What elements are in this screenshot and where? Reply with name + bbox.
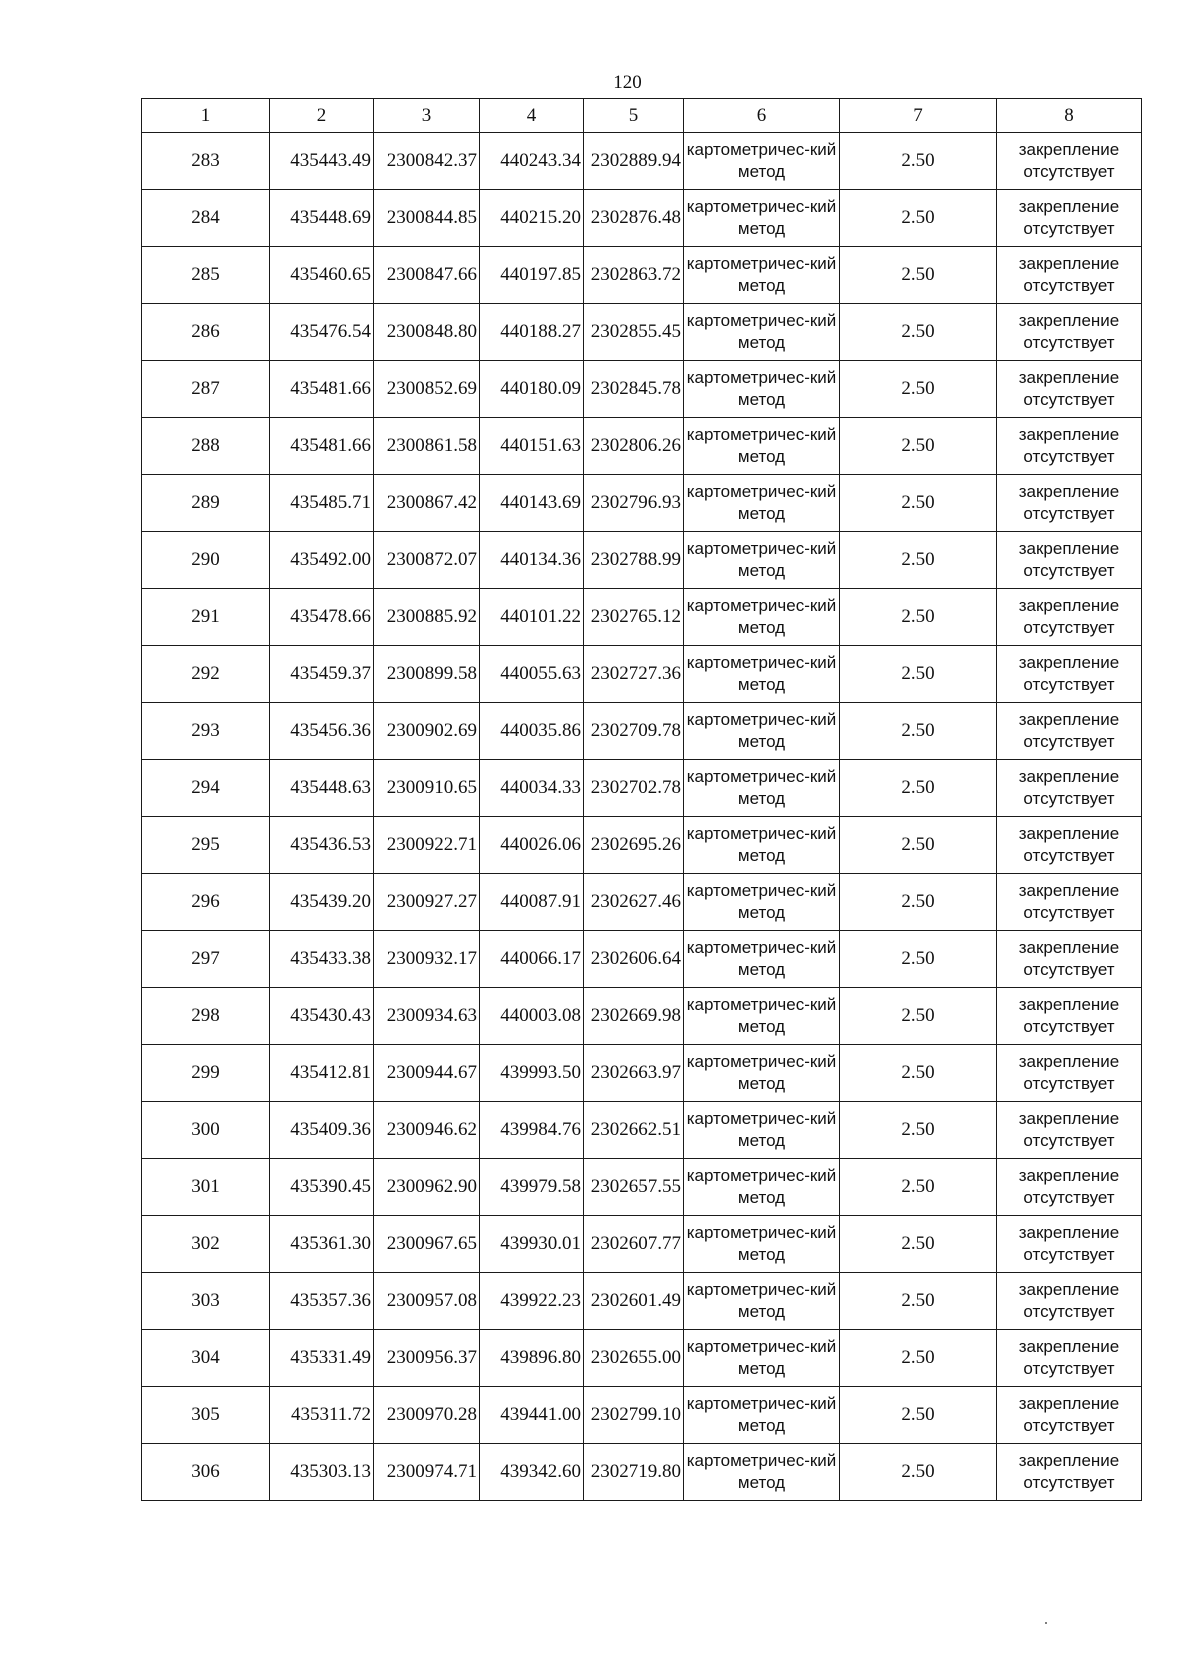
coordinates-table xyxy=(141,98,1142,1501)
y-coord-cell: 2300974.71 xyxy=(374,1444,480,1501)
y-coord-cell: 2302796.93 xyxy=(584,475,684,532)
x-coord-cell: 435476.54 xyxy=(270,304,374,361)
method-cell: картометричес-кий метод xyxy=(684,1444,840,1501)
error-cell: 2.50 xyxy=(840,133,997,190)
x-coord-cell: 435439.20 xyxy=(270,874,374,931)
y-coord-cell: 2302657.55 xyxy=(584,1159,684,1216)
x-coord-cell: 435361.30 xyxy=(270,1216,374,1273)
fixing-cell: закрепление отсутствует xyxy=(997,817,1142,874)
x-coord-cell: 435448.63 xyxy=(270,760,374,817)
y-coord-cell: 2302889.94 xyxy=(584,133,684,190)
header-cell: 6 xyxy=(684,99,840,133)
point-number-cell: 287 xyxy=(142,361,270,418)
x-coord-cell: 439342.60 xyxy=(480,1444,584,1501)
point-number-cell: 302 xyxy=(142,1216,270,1273)
error-cell: 2.50 xyxy=(840,931,997,988)
x-coord-cell: 435303.13 xyxy=(270,1444,374,1501)
error-cell: 2.50 xyxy=(840,1273,997,1330)
x-coord-cell: 435430.43 xyxy=(270,988,374,1045)
table-row xyxy=(142,760,1142,817)
y-coord-cell: 2300902.69 xyxy=(374,703,480,760)
fixing-cell: закрепление отсутствует xyxy=(997,931,1142,988)
method-cell: картометричес-кий метод xyxy=(684,703,840,760)
error-cell: 2.50 xyxy=(840,1216,997,1273)
fixing-cell: закрепление отсутствует xyxy=(997,1045,1142,1102)
y-coord-cell: 2300842.37 xyxy=(374,133,480,190)
error-cell: 2.50 xyxy=(840,1045,997,1102)
x-coord-cell: 435485.71 xyxy=(270,475,374,532)
table-row xyxy=(142,418,1142,475)
header-cell: 7 xyxy=(840,99,997,133)
fixing-cell: закрепление отсутствует xyxy=(997,1159,1142,1216)
y-coord-cell: 2300848.80 xyxy=(374,304,480,361)
error-cell: 2.50 xyxy=(840,874,997,931)
y-coord-cell: 2302702.78 xyxy=(584,760,684,817)
error-cell: 2.50 xyxy=(840,247,997,304)
x-coord-cell: 440101.22 xyxy=(480,589,584,646)
method-cell: картометричес-кий метод xyxy=(684,475,840,532)
point-number-cell: 294 xyxy=(142,760,270,817)
y-coord-cell: 2302719.80 xyxy=(584,1444,684,1501)
point-number-cell: 306 xyxy=(142,1444,270,1501)
x-coord-cell: 439922.23 xyxy=(480,1273,584,1330)
y-coord-cell: 2300885.92 xyxy=(374,589,480,646)
x-coord-cell: 435460.65 xyxy=(270,247,374,304)
x-coord-cell: 435492.00 xyxy=(270,532,374,589)
table-row xyxy=(142,1330,1142,1387)
point-number-cell: 295 xyxy=(142,817,270,874)
fixing-cell: закрепление отсутствует xyxy=(997,760,1142,817)
method-cell: картометричес-кий метод xyxy=(684,418,840,475)
table-row xyxy=(142,703,1142,760)
fixing-cell: закрепление отсутствует xyxy=(997,475,1142,532)
method-cell: картометричес-кий метод xyxy=(684,589,840,646)
x-coord-cell: 435331.49 xyxy=(270,1330,374,1387)
y-coord-cell: 2300847.66 xyxy=(374,247,480,304)
x-coord-cell: 440151.63 xyxy=(480,418,584,475)
fixing-cell: закрепление отсутствует xyxy=(997,589,1142,646)
x-coord-cell: 440003.08 xyxy=(480,988,584,1045)
x-coord-cell: 440034.33 xyxy=(480,760,584,817)
y-coord-cell: 2300962.90 xyxy=(374,1159,480,1216)
table-row xyxy=(142,874,1142,931)
fixing-cell: закрепление отсутствует xyxy=(997,1330,1142,1387)
method-cell: картометричес-кий метод xyxy=(684,760,840,817)
table-body xyxy=(142,133,1142,1501)
y-coord-cell: 2302663.97 xyxy=(584,1045,684,1102)
method-cell: картометричес-кий метод xyxy=(684,1216,840,1273)
y-coord-cell: 2302606.64 xyxy=(584,931,684,988)
error-cell: 2.50 xyxy=(840,532,997,589)
method-cell: картометричес-кий метод xyxy=(684,1159,840,1216)
y-coord-cell: 2302876.48 xyxy=(584,190,684,247)
x-coord-cell: 440035.86 xyxy=(480,703,584,760)
table-row xyxy=(142,304,1142,361)
fixing-cell: закрепление отсутствует xyxy=(997,874,1142,931)
y-coord-cell: 2302799.10 xyxy=(584,1387,684,1444)
x-coord-cell: 435459.37 xyxy=(270,646,374,703)
x-coord-cell: 435412.81 xyxy=(270,1045,374,1102)
y-coord-cell: 2300872.07 xyxy=(374,532,480,589)
y-coord-cell: 2300922.71 xyxy=(374,817,480,874)
fixing-cell: закрепление отсутствует xyxy=(997,988,1142,1045)
x-coord-cell: 439930.01 xyxy=(480,1216,584,1273)
error-cell: 2.50 xyxy=(840,760,997,817)
method-cell: картометричес-кий метод xyxy=(684,988,840,1045)
y-coord-cell: 2300967.65 xyxy=(374,1216,480,1273)
table-row xyxy=(142,1159,1142,1216)
x-coord-cell: 440066.17 xyxy=(480,931,584,988)
error-cell: 2.50 xyxy=(840,703,997,760)
y-coord-cell: 2302662.51 xyxy=(584,1102,684,1159)
header-cell: 2 xyxy=(270,99,374,133)
method-cell: картометричес-кий метод xyxy=(684,190,840,247)
method-cell: картометричес-кий метод xyxy=(684,817,840,874)
fixing-cell: закрепление отсутствует xyxy=(997,304,1142,361)
point-number-cell: 298 xyxy=(142,988,270,1045)
y-coord-cell: 2302627.46 xyxy=(584,874,684,931)
point-number-cell: 301 xyxy=(142,1159,270,1216)
error-cell: 2.50 xyxy=(840,304,997,361)
error-cell: 2.50 xyxy=(840,988,997,1045)
method-cell: картометричес-кий метод xyxy=(684,133,840,190)
point-number-cell: 293 xyxy=(142,703,270,760)
y-coord-cell: 2300867.42 xyxy=(374,475,480,532)
y-coord-cell: 2302855.45 xyxy=(584,304,684,361)
x-coord-cell: 435481.66 xyxy=(270,361,374,418)
x-coord-cell: 439984.76 xyxy=(480,1102,584,1159)
table-row xyxy=(142,133,1142,190)
error-cell: 2.50 xyxy=(840,589,997,646)
method-cell: картометричес-кий метод xyxy=(684,1387,840,1444)
point-number-cell: 286 xyxy=(142,304,270,361)
y-coord-cell: 2302601.49 xyxy=(584,1273,684,1330)
point-number-cell: 303 xyxy=(142,1273,270,1330)
point-number-cell: 299 xyxy=(142,1045,270,1102)
y-coord-cell: 2300844.85 xyxy=(374,190,480,247)
fixing-cell: закрепление отсутствует xyxy=(997,133,1142,190)
x-coord-cell: 439441.00 xyxy=(480,1387,584,1444)
point-number-cell: 291 xyxy=(142,589,270,646)
y-coord-cell: 2302607.77 xyxy=(584,1216,684,1273)
header-cell: 1 xyxy=(142,99,270,133)
table-row xyxy=(142,646,1142,703)
y-coord-cell: 2302863.72 xyxy=(584,247,684,304)
y-coord-cell: 2302655.00 xyxy=(584,1330,684,1387)
error-cell: 2.50 xyxy=(840,1102,997,1159)
x-coord-cell: 435390.45 xyxy=(270,1159,374,1216)
header-cell: 4 xyxy=(480,99,584,133)
table-row xyxy=(142,1273,1142,1330)
y-coord-cell: 2302669.98 xyxy=(584,988,684,1045)
y-coord-cell: 2302727.36 xyxy=(584,646,684,703)
method-cell: картометричес-кий метод xyxy=(684,1273,840,1330)
method-cell: картометричес-кий метод xyxy=(684,361,840,418)
y-coord-cell: 2300861.58 xyxy=(374,418,480,475)
point-number-cell: 304 xyxy=(142,1330,270,1387)
x-coord-cell: 440143.69 xyxy=(480,475,584,532)
x-coord-cell: 439979.58 xyxy=(480,1159,584,1216)
y-coord-cell: 2300932.17 xyxy=(374,931,480,988)
point-number-cell: 296 xyxy=(142,874,270,931)
fixing-cell: закрепление отсутствует xyxy=(997,1444,1142,1501)
y-coord-cell: 2300927.27 xyxy=(374,874,480,931)
method-cell: картометричес-кий метод xyxy=(684,247,840,304)
table-row xyxy=(142,247,1142,304)
method-cell: картометричес-кий метод xyxy=(684,532,840,589)
error-cell: 2.50 xyxy=(840,1159,997,1216)
x-coord-cell: 440134.36 xyxy=(480,532,584,589)
x-coord-cell: 440055.63 xyxy=(480,646,584,703)
y-coord-cell: 2302695.26 xyxy=(584,817,684,874)
header-cell: 5 xyxy=(584,99,684,133)
method-cell: картометричес-кий метод xyxy=(684,931,840,988)
x-coord-cell: 440087.91 xyxy=(480,874,584,931)
error-cell: 2.50 xyxy=(840,361,997,418)
method-cell: картометричес-кий метод xyxy=(684,646,840,703)
point-number-cell: 300 xyxy=(142,1102,270,1159)
x-coord-cell: 435409.36 xyxy=(270,1102,374,1159)
x-coord-cell: 439896.80 xyxy=(480,1330,584,1387)
error-cell: 2.50 xyxy=(840,1330,997,1387)
y-coord-cell: 2300946.62 xyxy=(374,1102,480,1159)
table-row xyxy=(142,532,1142,589)
error-cell: 2.50 xyxy=(840,817,997,874)
point-number-cell: 284 xyxy=(142,190,270,247)
method-cell: картометричес-кий метод xyxy=(684,1330,840,1387)
header-cell: 3 xyxy=(374,99,480,133)
x-coord-cell: 440188.27 xyxy=(480,304,584,361)
y-coord-cell: 2300910.65 xyxy=(374,760,480,817)
fixing-cell: закрепление отсутствует xyxy=(997,1273,1142,1330)
y-coord-cell: 2302788.99 xyxy=(584,532,684,589)
y-coord-cell: 2300934.63 xyxy=(374,988,480,1045)
y-coord-cell: 2302765.12 xyxy=(584,589,684,646)
table-row xyxy=(142,190,1142,247)
y-coord-cell: 2300956.37 xyxy=(374,1330,480,1387)
x-coord-cell: 435448.69 xyxy=(270,190,374,247)
fixing-cell: закрепление отсутствует xyxy=(997,190,1142,247)
fixing-cell: закрепление отсутствует xyxy=(997,532,1142,589)
x-coord-cell: 440197.85 xyxy=(480,247,584,304)
x-coord-cell: 435311.72 xyxy=(270,1387,374,1444)
y-coord-cell: 2300957.08 xyxy=(374,1273,480,1330)
fixing-cell: закрепление отсутствует xyxy=(997,418,1142,475)
x-coord-cell: 440215.20 xyxy=(480,190,584,247)
y-coord-cell: 2302806.26 xyxy=(584,418,684,475)
point-number-cell: 283 xyxy=(142,133,270,190)
x-coord-cell: 440026.06 xyxy=(480,817,584,874)
x-coord-cell: 435357.36 xyxy=(270,1273,374,1330)
error-cell: 2.50 xyxy=(840,646,997,703)
x-coord-cell: 435456.36 xyxy=(270,703,374,760)
fixing-cell: закрепление отсутствует xyxy=(997,703,1142,760)
table-row xyxy=(142,1102,1142,1159)
error-cell: 2.50 xyxy=(840,418,997,475)
y-coord-cell: 2300970.28 xyxy=(374,1387,480,1444)
table-row xyxy=(142,475,1142,532)
x-coord-cell: 435443.49 xyxy=(270,133,374,190)
method-cell: картометричес-кий метод xyxy=(684,1045,840,1102)
method-cell: картометричес-кий метод xyxy=(684,1102,840,1159)
table-row xyxy=(142,1387,1142,1444)
y-coord-cell: 2302845.78 xyxy=(584,361,684,418)
point-number-cell: 288 xyxy=(142,418,270,475)
point-number-cell: 290 xyxy=(142,532,270,589)
header-row xyxy=(142,99,1142,133)
table-row xyxy=(142,589,1142,646)
table-row xyxy=(142,988,1142,1045)
x-coord-cell: 440180.09 xyxy=(480,361,584,418)
error-cell: 2.50 xyxy=(840,1387,997,1444)
point-number-cell: 289 xyxy=(142,475,270,532)
method-cell: картометричес-кий метод xyxy=(684,304,840,361)
point-number-cell: 292 xyxy=(142,646,270,703)
x-coord-cell: 440243.34 xyxy=(480,133,584,190)
method-cell: картометричес-кий метод xyxy=(684,874,840,931)
header-cell: 8 xyxy=(997,99,1142,133)
fixing-cell: закрепление отсутствует xyxy=(997,1216,1142,1273)
x-coord-cell: 435436.53 xyxy=(270,817,374,874)
x-coord-cell: 439993.50 xyxy=(480,1045,584,1102)
scan-speck xyxy=(1045,1622,1047,1624)
x-coord-cell: 435433.38 xyxy=(270,931,374,988)
fixing-cell: закрепление отсутствует xyxy=(997,1102,1142,1159)
fixing-cell: закрепление отсутствует xyxy=(997,247,1142,304)
fixing-cell: закрепление отсутствует xyxy=(997,646,1142,703)
y-coord-cell: 2302709.78 xyxy=(584,703,684,760)
table-row xyxy=(142,817,1142,874)
x-coord-cell: 435481.66 xyxy=(270,418,374,475)
table-row xyxy=(142,1216,1142,1273)
point-number-cell: 285 xyxy=(142,247,270,304)
table-row xyxy=(142,1444,1142,1501)
point-number-cell: 305 xyxy=(142,1387,270,1444)
fixing-cell: закрепление отсутствует xyxy=(997,361,1142,418)
y-coord-cell: 2300899.58 xyxy=(374,646,480,703)
x-coord-cell: 435478.66 xyxy=(270,589,374,646)
error-cell: 2.50 xyxy=(840,190,997,247)
table-row xyxy=(142,931,1142,988)
error-cell: 2.50 xyxy=(840,1444,997,1501)
y-coord-cell: 2300852.69 xyxy=(374,361,480,418)
page-number: 120 xyxy=(613,72,642,93)
y-coord-cell: 2300944.67 xyxy=(374,1045,480,1102)
table-row xyxy=(142,361,1142,418)
fixing-cell: закрепление отсутствует xyxy=(997,1387,1142,1444)
point-number-cell: 297 xyxy=(142,931,270,988)
table-row xyxy=(142,1045,1142,1102)
error-cell: 2.50 xyxy=(840,475,997,532)
